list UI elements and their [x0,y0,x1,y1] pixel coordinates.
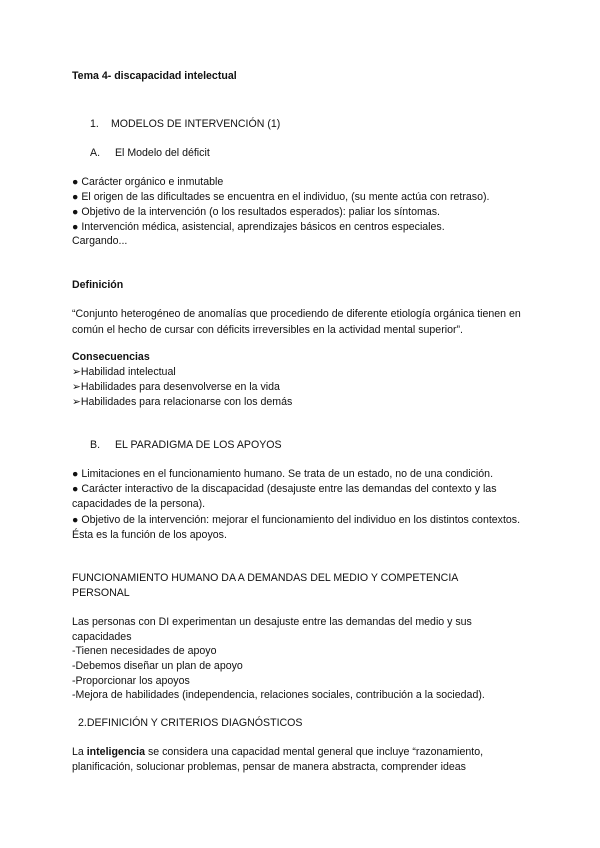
definition-text: “Conjunto heterogéneo de anomalías que procediendo de diferente etiología orgánica tienen en común el hecho de cursar con déficits irreversibles en la actividad mental superior”. [72,308,521,336]
section-1-number: 1. [90,118,99,130]
list-item: ● Carácter orgánico e inmutable [72,176,224,188]
consequences-heading: Consecuencias [72,351,150,363]
list-item: ➢Habilidades para desenvolverse en la vida [72,381,280,393]
section-1-title: MODELOS DE INTERVENCIÓN (1) [110,118,281,130]
section-2-heading: 2.DEFINICIÓN Y CRITERIOS DIAGNÓSTICOS [78,717,303,729]
subsection-b-heading [90,438,540,453]
subsection-b-title: EL PARADIGMA DE LOS APOYOS [114,439,282,451]
intro-prefix: La [72,746,87,758]
list-item: ● Carácter interactivo de la discapacidad (desajuste entre las demandas del contexto y las capacidades de la persona). [72,483,497,510]
list-item: ● Limitaciones en el funcionamiento humano. Se trata de un estado, no de una condición. [72,468,494,480]
subsection-a-letter: A. [90,147,101,159]
list-item: -Tienen necesidades de apoyo [72,645,217,657]
list-item: ➢Habilidad intelectual [72,366,176,378]
section-2-intro [72,745,528,775]
intro-bold-term: inteligencia [86,746,146,758]
loading-text: Cargando... [72,235,128,247]
subsection-a-title: El Modelo del déficit [114,147,210,159]
list-item: ● Intervención médica, asistencial, aprendizajes básicos en centros especiales. [72,221,445,233]
list-item: ● El origen de las dificultades se encuentra en el individuo, (su mente actúa con retraso). [72,191,490,203]
list-item: ● Objetivo de la intervención (o los resultados esperados): paliar los síntomas. [72,206,440,218]
intro-rest: se considera una capacidad mental general que incluye “razonamiento, planificación, solucionar problemas, pensar de manera abstracta, comprender ideas [72,746,484,773]
document-title: Tema 4- discapacidad intelectual [72,70,237,82]
section-1-heading [90,117,540,132]
subsection-b-letter: B. [90,439,101,451]
list-item: ● Objetivo de la intervención: mejorar el funcionamiento del individuo en los distintos contextos. Ésta es la función de los apoyos. [72,514,521,541]
list-item: -Proporcionar los apoyos [72,675,190,687]
functioning-text: Las personas con DI experimentan un desajuste entre las demandas del medio y sus capacidades [72,616,472,643]
subsection-a-heading [90,146,540,161]
definition-heading: Definición [72,279,124,291]
functioning-heading: FUNCIONAMIENTO HUMANO DA A DEMANDAS DEL MEDIO Y COMPETENCIA PERSONAL [72,572,458,599]
list-item: -Debemos diseñar un plan de apoyo [72,660,243,672]
list-item: -Mejora de habilidades (independencia, relaciones sociales, contribución a la sociedad). [72,689,485,701]
list-item: ➢Habilidades para relacionarse con los demás [72,396,293,408]
